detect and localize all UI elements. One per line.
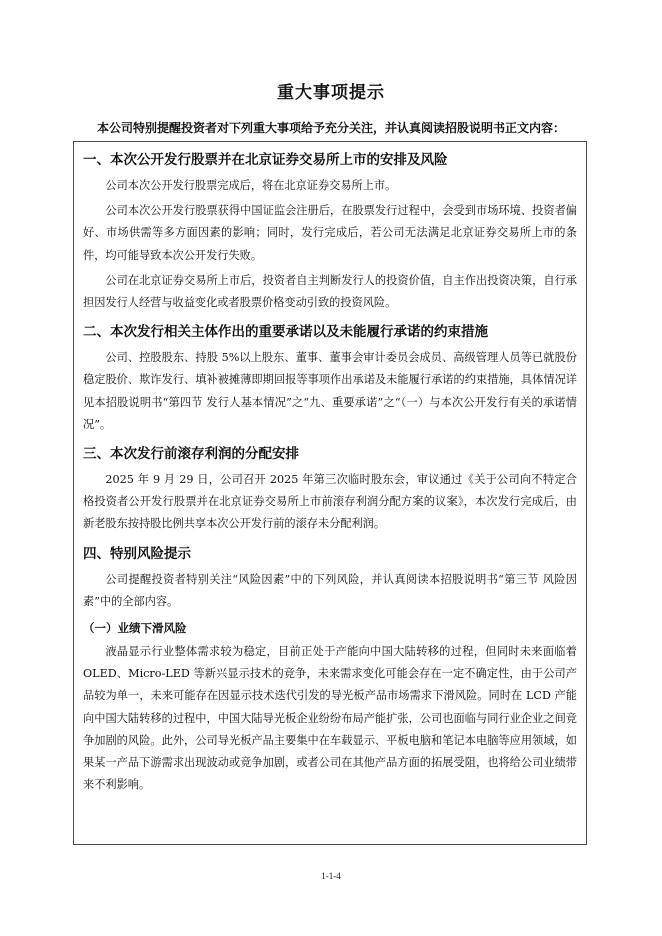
section-heading: 四、特别风险提示: [83, 545, 191, 562]
paragraph: 2025 年 9 月 29 日，公司召开 2025 年第三次临时股东会，审议通过《关于公司向不特定合格投资者公开发行股票并在北京证券交易所上市前滚存利润分配方案的议案》，本次发行完成后，由新老股东按持股比例共享本次公开发行前的滚存未分配利润。: [83, 473, 577, 531]
paragraph: 公司、控股股东、持股 5%以上股东、董事、董事会审计委员会成员、高级管理人员等已就股份稳定股价、欺诈发行、填补被摊薄即期回报等事项作出承诺及未能履行承诺的约束措施，具体情况详见本招股说明书“第四节 发行人基本情况”之“九、重要承诺”之“（一）与本次公开发行有关的承诺情况”。: [83, 351, 577, 431]
section-heading: 一、本次公开发行股票并在北京证券交易所上市的安排及风险: [83, 152, 448, 168]
section-2: [83, 320, 577, 436]
section-heading: 三、本次发行前滚存利润的分配安排: [83, 446, 299, 463]
paragraph: 公司本次公开发行股票获得中国证监会注册后，在股票发行过程中，会受到市场环境、投资者偏好、市场供需等多方面因素的影响；同时，发行完成后，若公司无法满足北京证券交易所上市的条件，均可能导致本次公开发行失败。: [83, 204, 577, 262]
section-heading: 二、本次发行相关主体作出的重要承诺以及未能履行承诺的约束措施: [83, 324, 488, 341]
content-box: [73, 141, 587, 845]
page-number: 1-1-4: [321, 871, 341, 881]
subsection-heading: （一）业绩下滑风险: [83, 621, 187, 636]
paragraph: 公司提醒投资者特别关注“风险因素”中的下列风险，并认真阅读本招股说明书“第三节 风险因素”中的全部内容。: [83, 572, 577, 608]
intro-notice: 本公司特别提醒投资者对下列重大事项给予充分关注，并认真阅读招股说明书正文内容：: [96, 121, 565, 135]
paragraph: 液晶显示行业整体需求较为稳定，目前正处于产能向中国大陆转移的过程，但同时未来面临着 OLED、Micro-LED 等新兴显示技术的竞争，未来需求变化可能会存在一定不确定性，由于公司产品较为单一，未来可能存在因显示技术迭代引发的导光板产品市场需求下滑风险。同时在 LCD 产能向中国大陆转移的过程中，中国大陆导光板企业纷纷布局产能扩张，公司也面临与同行业企业之间竞争加剧的风险。此外，公司导光板产品主要集中在车载显示、平板电脑和笔记本电脑等应用领域，如果某一产品下游需求出现波动或竞争加剧，或者公司在其他产品方面的拓展受阻，也将给公司业绩带来不利影响。: [83, 645, 577, 792]
paragraph: 公司在北京证券交易所上市后，投资者自主判断发行人的投资价值，自主作出投资决策，自行承担因发行人经营与收益变化或者股票价格变动引致的投资风险。: [83, 273, 577, 310]
section-1: [83, 148, 577, 314]
page-title: 重大事项提示: [277, 83, 385, 103]
paragraph: 公司本次公开发行股票完成后，将在北京证券交易所上市。: [105, 179, 397, 192]
section-3: [83, 442, 577, 536]
section-4: [83, 542, 577, 797]
